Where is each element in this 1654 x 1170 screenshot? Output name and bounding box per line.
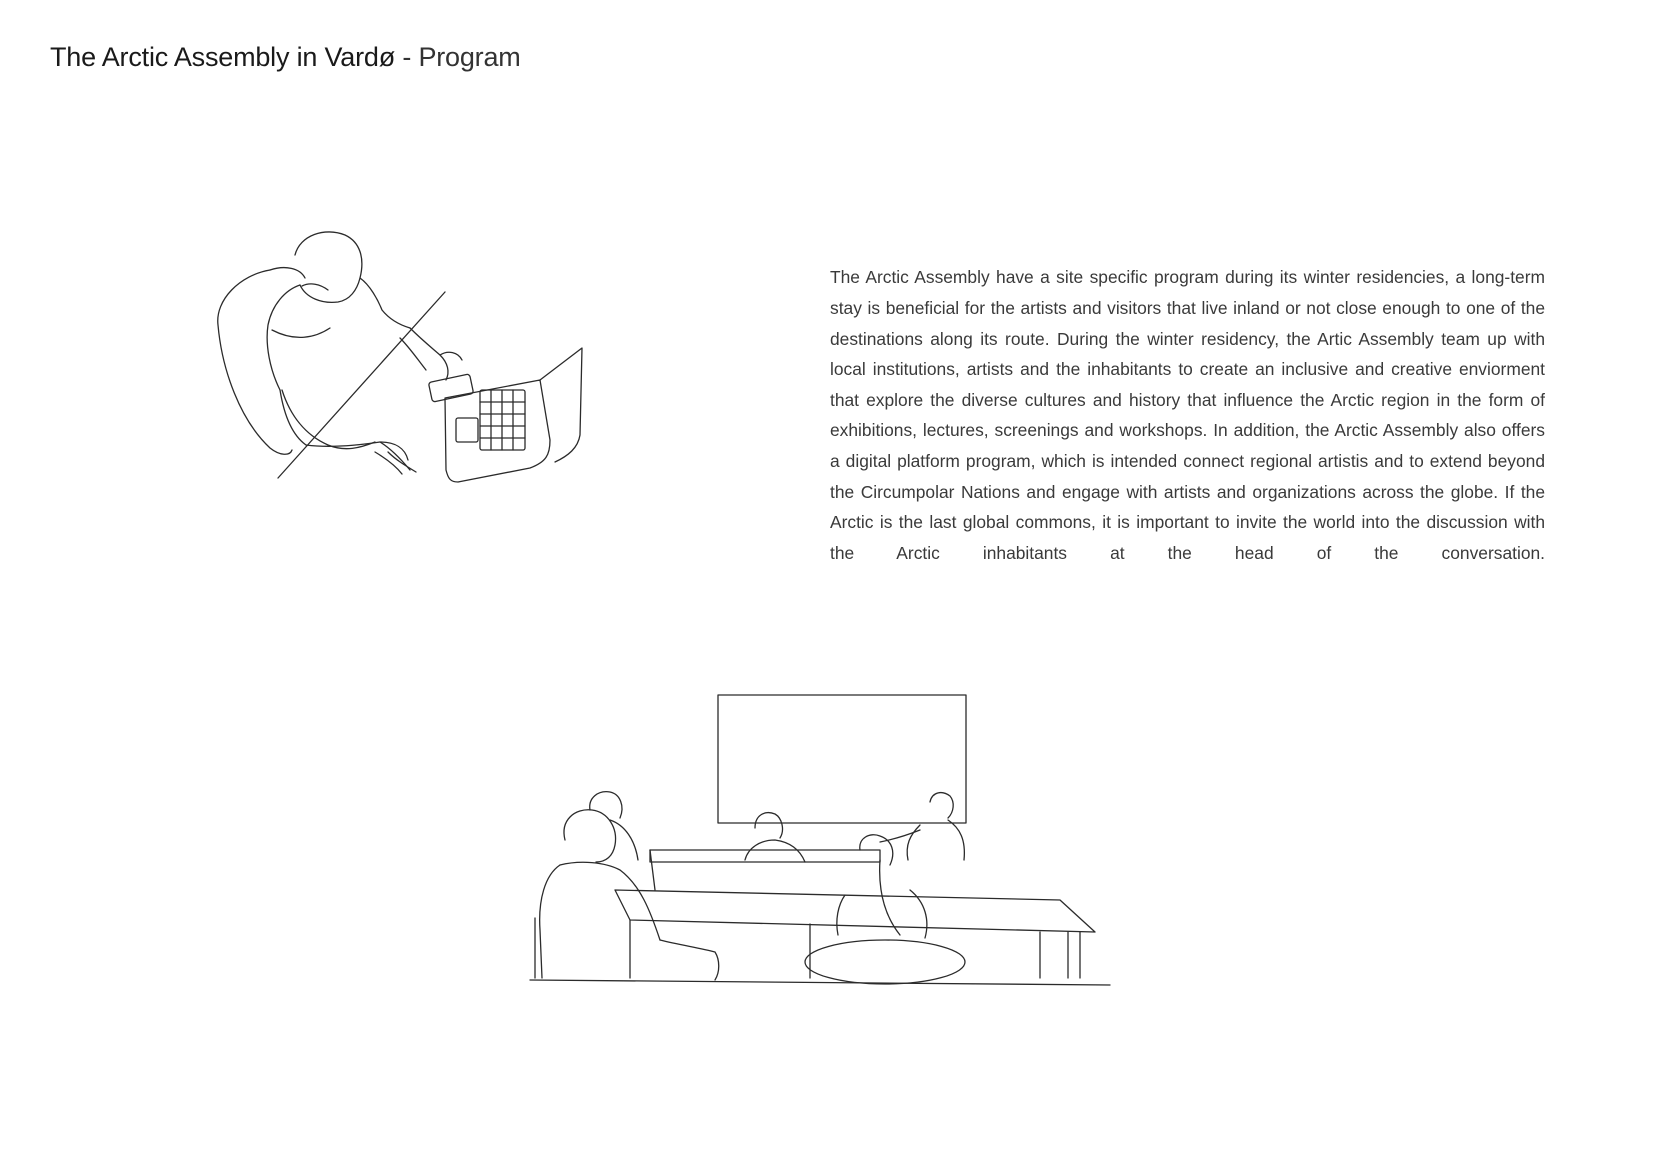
program-description: The Arctic Assembly have a site specific program during its winter residencies, a long-term stay is beneficial for the artists and visitors that live inland or not close enough to one of the destinations along its route. During the winter residency, the Artic Assembly team up with local institutions, artists and the inhabitants to create an inclusive and creative enviorment that explore the diverse cultures and history that influence the Arctic region in the form of exhibitions, lectures, screenings and workshops. In addition, the Arctic Assembly also offers a digital platform program, which is intended connect regional artistis and to extend beyond the Circumpolar Nations and engage with artists and organizations across the globe. If the Arctic is the last global commons, it is important to invite the world into the discussion with the Arctic inhabitants at the head of the conversation. [830,267,1545,563]
screening-room-illustration [520,690,1120,1000]
page-title-section: Program [418,42,521,72]
person-laptop-illustration [210,230,620,510]
page-title-main: The Arctic Assembly in Vardø [50,42,396,72]
page-title [50,42,521,73]
page-title-separator: - [395,42,419,72]
